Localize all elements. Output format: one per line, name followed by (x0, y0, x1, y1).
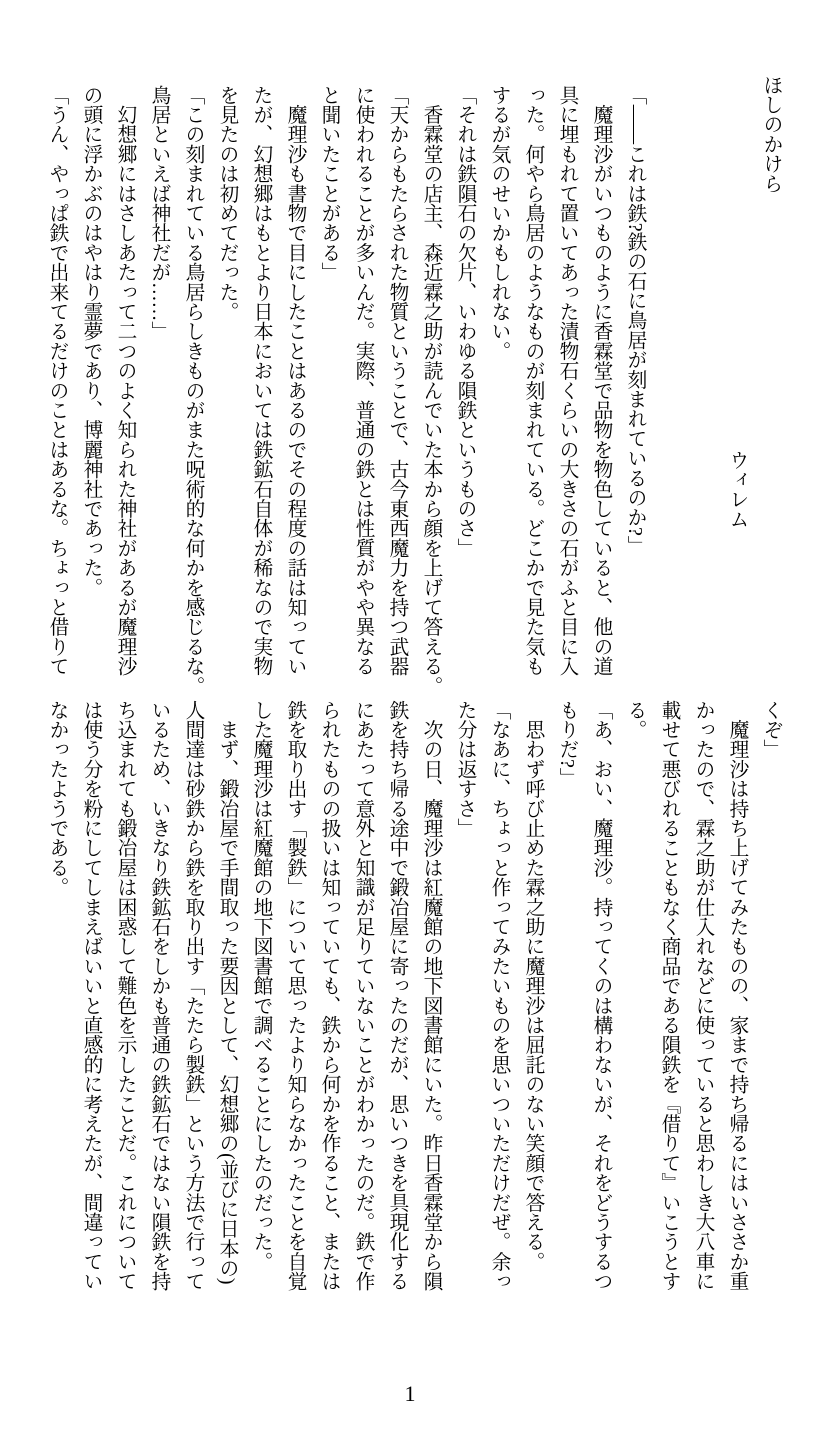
text-line: 思わず呼び止めた霖之助に魔理沙は屈託のない笑顔で答える。 (522, 700, 544, 1272)
author-name: ウィレム (726, 450, 748, 529)
text-line: もりだ?」 (556, 700, 578, 788)
text-line: 「――これは鉄?鉄の石に鳥居が刻まれているのか?」 (624, 85, 646, 556)
text-line: 具に埋もれて置いてあった漬物石くらいの大きさの石がふと目に入 (556, 85, 578, 676)
text-line: 「あ、おい、魔理沙。持ってくのは構わないが、それをどうするつ (590, 700, 612, 1291)
text-line: る。 (624, 700, 646, 740)
text-line: 「天からもたらされた物質ということで、古今東西魔力を持つ武器 (386, 85, 408, 676)
text-line: した魔理沙は紅魔館の地下図書館で調べることにしたのだった。 (250, 700, 272, 1272)
text-line: にあたって意外と知識が足りていないことがわかったのだ。鉄で作 (352, 700, 374, 1291)
text-line: まず、鍛冶屋で手間取った要因として、幻想郷の(並びに日本の) (216, 700, 238, 1285)
text-line: 鉄を取り出す「製鉄」について思ったより知らなかったことを自覚 (284, 700, 306, 1291)
bottom-text-band (40, 690, 788, 1291)
text-line: 魔理沙がいつものように香霖堂で品物を物色していると、他の道 (590, 85, 612, 676)
text-line: 次の日、魔理沙は紅魔館の地下図書館にいた。昨日香霖堂から隕 (420, 700, 442, 1291)
text-line: 「なあに、ちょっと作ってみたいものを思いついただけだぜ。余っ (488, 700, 510, 1291)
story-text-top (40, 75, 652, 696)
text-line: するが気のせいかもしれない。 (488, 85, 510, 361)
text-line: 人間達は砂鉄から鉄を取り出す「たたら製鉄」という方法で行って (182, 700, 204, 1291)
text-line: の頭に浮かぶのはやはり霊夢であり、博麗神社であった。 (80, 85, 102, 598)
text-line: ち込まれても鍛冶屋は困惑して難色を示したことだ。これについて (114, 700, 136, 1291)
top-text-band (40, 75, 788, 696)
text-line: を見たのは初めてだった。 (216, 85, 238, 322)
page-number: 1 (404, 1381, 416, 1406)
text-line: 魔理沙も書物で目にしたことはあるのでその程度の話は知ってい (284, 85, 306, 676)
text-line: 「それは鉄隕石の欠片、いわゆる隕鉄というものさ」 (454, 85, 476, 558)
text-line: に使われることが多いんだ。実際、普通の鉄とは性質がやや異なる (352, 85, 374, 676)
text-line: かったので、霖之助が仕入れなどに使っていると思わしき大八車に (692, 700, 714, 1291)
text-line: は使う分を粉にしてしまえばいいと直感的に考えたが、間違ってい (80, 700, 102, 1291)
page-title: ほしのかけら (760, 75, 782, 194)
text-line: た分は返すさ」 (454, 700, 476, 838)
text-line: と聞いたことがある」 (318, 85, 340, 282)
text-line: くぞ」 (760, 700, 782, 760)
text-line: った。何やら鳥居のようなものが刻まれている。どこかで見た気も (522, 85, 544, 676)
text-line: 鉄を持ち帰る途中で鍛冶屋に寄ったのだが、思いつきを具現化する (386, 700, 408, 1291)
text-line: 「うん、やっぱ鉄で出来てるだけのことはあるな。ちょっと借りて (46, 85, 68, 676)
text-line: 香霖堂の店主、森近霖之助が読んでいた本から顔を上げて答える。 (420, 85, 442, 696)
text-line: 魔理沙は持ち上げてみたものの、家まで持ち帰るにはいささか重 (726, 700, 748, 1291)
story-text-bottom (40, 690, 788, 1291)
text-line: 「この刻まれている鳥居らしきものがまた呪術的な何かを感じるな。 (182, 85, 204, 696)
text-line: なかったようである。 (46, 700, 68, 897)
text-line: いるため、いきなり鉄鉱石をしかも普通の鉄鉱石ではない隕鉄を持 (148, 700, 170, 1291)
text-line: 幻想郷にはさしあたって二つのよく知られた神社があるが魔理沙 (114, 85, 136, 676)
text-line: たが、幻想郷はもとより日本においては鉄鉱石自体が稀なので実物 (250, 85, 272, 676)
text-line: られたものの扱いは知っていても、鉄から何かを作ること、または (318, 700, 340, 1291)
text-line: 鳥居といえば神社だが……」 (148, 85, 170, 342)
text-line: 載せて悪びれることもなく商品である隕鉄を『借りて』いこうとす (658, 700, 680, 1291)
